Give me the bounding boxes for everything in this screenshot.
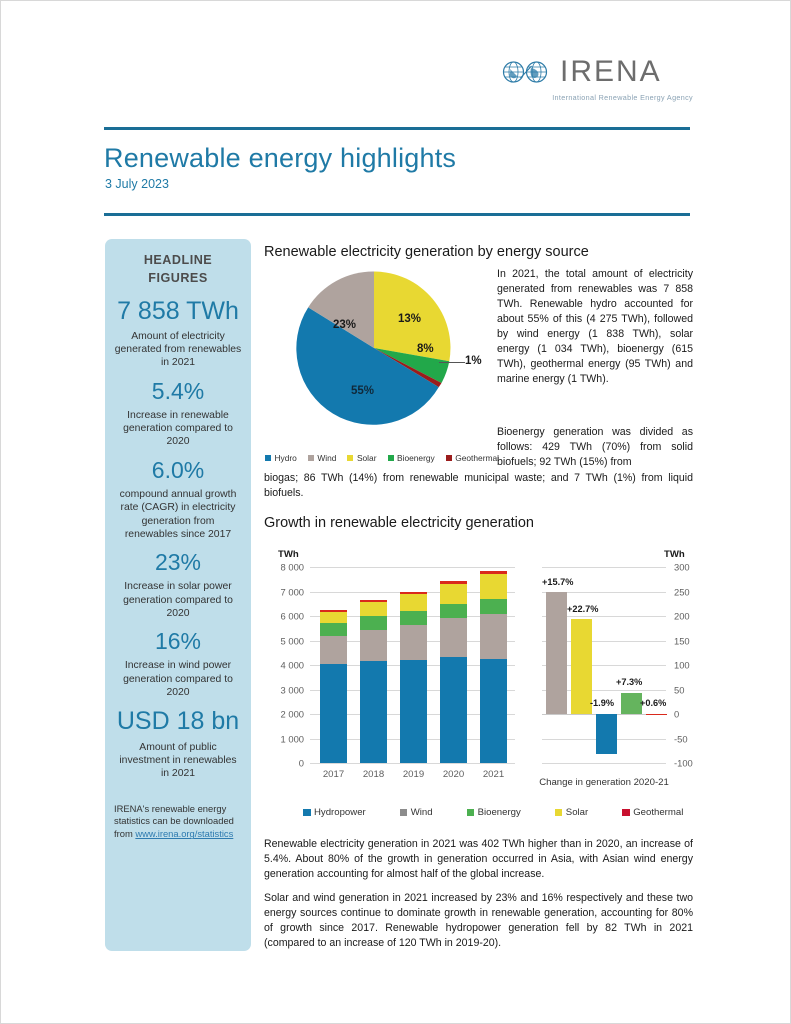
legend-label: Wind (410, 807, 433, 818)
table-row (320, 610, 347, 780)
ytick-right: 250 (674, 586, 690, 597)
ytick-left: 0 (298, 757, 304, 769)
ytick-left: 4 000 (280, 659, 304, 671)
segment-bioenergy (320, 623, 347, 636)
legend-swatch-geothermal (446, 455, 452, 461)
change-bar-hydropower (596, 714, 617, 754)
legend-item-wind (308, 453, 337, 463)
headline-figure (114, 708, 242, 780)
legend-item-wind (400, 807, 433, 818)
irena-logo (498, 55, 693, 111)
segment-hydropower (400, 660, 427, 763)
segment-hydropower (480, 659, 507, 763)
legend-item-solar (347, 453, 376, 463)
legend-swatch-bioenergy (467, 809, 475, 817)
headline-figure (114, 550, 242, 620)
segment-bioenergy (480, 599, 507, 614)
segment-geothermal (360, 600, 387, 602)
statistics-note (114, 803, 242, 842)
segment-wind (320, 636, 347, 664)
logo-wordmark: IRENA (560, 55, 662, 88)
legend-item-geothermal (622, 807, 683, 818)
legend-swatch-hydropower (303, 809, 311, 817)
change-label-geothermal: +0.6% (640, 698, 667, 708)
xtick-label: 2019 (402, 769, 425, 780)
pie-label-geothermal: 1% (465, 355, 482, 367)
segment-bioenergy (360, 616, 387, 629)
legend-item-geothermal (446, 453, 499, 463)
bar-chart-legend (303, 807, 683, 818)
pie-chart (289, 263, 482, 435)
intro-paragraph: In 2021, the total amount of electricity generated from renewables was 7 858 TWh. Renewable hydro accounted for about 55% of this (4 275 TWh), followed by wind energy (1 838 TWh), solar energy (1 034 TWh), bioenergy (615 TWh), geothermal energy (95 TWh) and marine energy (1 TWh). (497, 268, 693, 386)
change-label-solar: +22.7% (567, 604, 599, 614)
page-date: 3 July 2023 (105, 177, 169, 191)
ytick-right: -50 (674, 733, 688, 744)
ytick-left: 5 000 (280, 635, 304, 646)
table-row (400, 592, 427, 780)
segment-solar (360, 602, 387, 616)
figure-value: 6.0% (151, 456, 205, 483)
ytick-left: 2 000 (280, 708, 304, 720)
ytick-right: 100 (674, 659, 690, 671)
segment-geothermal (480, 571, 507, 573)
page-title: Renewable energy highlights (104, 143, 457, 173)
segment-solar (320, 612, 347, 623)
segment-hydropower (360, 661, 387, 763)
pie-label-wind: 23% (333, 319, 357, 331)
figure-value: 23% (154, 549, 202, 576)
change-label-wind: +15.7% (542, 577, 574, 587)
legend-swatch-hydro (265, 455, 271, 461)
pie-label-bioenergy: 8% (417, 343, 434, 355)
legend-label: Hydropower (314, 807, 366, 818)
xtick-label: 2020 (442, 769, 465, 780)
segment-hydropower (320, 664, 347, 763)
legend-label: Bioenergy (397, 453, 435, 463)
change-label-hydropower: -1.9% (590, 698, 615, 708)
growth-charts (264, 549, 694, 799)
figure-caption: Increase in renewable generation compared to 2020 (123, 409, 233, 448)
figure-value: 7 858 TWh (117, 296, 239, 325)
ytick-right: 0 (674, 708, 680, 720)
ytick-right: -100 (674, 757, 693, 769)
pie-legend (265, 453, 499, 463)
figure-caption: Increase in solar power generation compared to 2020 (123, 581, 233, 619)
right-axis-unit: TWh (664, 549, 685, 560)
legend-label: Solar (565, 807, 589, 818)
growth-paragraph-2: Solar and wind generation in 2021 increased by 23% and 16% respectively and these two energy sources continue to dominate growth in renewable generation, accounting for 80% of growth since 2017. Renewable hydropower generation fell by 82 TWh in 2021 (compared to an increase of 120 TWh in 2019-20). (264, 892, 693, 950)
table-row (440, 581, 467, 780)
legend-item-hydropower (303, 807, 366, 818)
segment-wind (400, 625, 427, 660)
legend-swatch-solar (347, 455, 353, 461)
xtick-label: 2021 (482, 769, 505, 780)
ytick-left: 8 000 (280, 561, 304, 573)
pie-label-hydro: 55% (351, 385, 375, 397)
change-label-bioenergy: +7.3% (616, 677, 643, 687)
xtick-label: 2017 (322, 769, 345, 780)
headline-figures-panel (105, 239, 251, 951)
table-row (360, 600, 387, 780)
segment-bioenergy (400, 611, 427, 625)
legend-label: Geothermal (455, 453, 499, 463)
ytick-left: 1 000 (280, 733, 304, 744)
figure-value: 5.4% (151, 377, 205, 404)
headline-figure (114, 458, 242, 541)
headline-figure (114, 298, 242, 370)
figure-value: USD 18 bn (116, 707, 240, 736)
segment-wind (440, 618, 467, 657)
figure-caption: Increase in wind power generation compared to 2020 (123, 660, 233, 698)
table-row (480, 571, 507, 780)
growth-paragraph-1: Renewable electricity generation in 2021 was 402 TWh higher than in 2020, an increase of 5.4%. About 80% of the growth in generation occurred in Asia, with Asian wind energy generation accounting for almost half of the global increase. (264, 838, 693, 881)
globe-icon (498, 55, 554, 89)
change-bar-solar (571, 619, 592, 714)
xtick-label: 2018 (362, 769, 385, 780)
change-bar-geothermal (646, 714, 667, 715)
segment-wind (480, 614, 507, 659)
bioenergy-paragraph-continued: biogas; 86 TWh (14%) from renewable municipal waste; and 7 TWh (1%) from liquid biofuels. (264, 472, 693, 500)
header-divider-top (104, 127, 690, 130)
logo-tagline: International Renewable Energy Agency (552, 93, 693, 102)
legend-swatch-solar (555, 809, 563, 817)
bioenergy-paragraph: Bioenergy generation was divided as follows: 429 TWh (70%) from solid biofuels; 92 TWh (15%) from (497, 426, 693, 469)
legend-item-bioenergy (467, 807, 521, 818)
segment-geothermal (320, 610, 347, 612)
figure-caption: Amount of public investment in renewables in 2021 (119, 741, 237, 780)
change-chart-caption: Change in generation 2020-21 (539, 777, 669, 788)
legend-item-solar (555, 807, 588, 818)
change-bar-wind (546, 592, 567, 714)
ytick-right: 300 (674, 561, 690, 573)
legend-swatch-geothermal (622, 809, 630, 817)
figure-caption: Amount of electricity generated from renewables in 2021 (114, 330, 242, 369)
pie-label-solar: 13% (398, 313, 422, 325)
legend-item-hydro (265, 453, 297, 463)
legend-swatch-wind (400, 809, 408, 817)
header-divider-bottom (104, 213, 690, 216)
statistics-link[interactable]: www.irena.org/statistics (135, 828, 234, 840)
sidebar-heading: HEADLINE FIGURES (143, 253, 213, 286)
legend-label: Hydro (274, 453, 297, 463)
segment-geothermal (400, 592, 427, 594)
headline-figure (114, 379, 242, 449)
ytick-left: 7 000 (280, 586, 304, 597)
segment-wind (360, 630, 387, 662)
legend-label: Bioenergy (477, 807, 521, 818)
change-bar-bioenergy (621, 693, 642, 714)
segment-solar (480, 574, 507, 599)
bar-section-title: Growth in renewable electricity generation (264, 515, 534, 531)
legend-label: Wind (317, 453, 337, 463)
ytick-right: 50 (674, 684, 685, 695)
pie-leader-line (439, 362, 465, 363)
legend-label: Geothermal (633, 807, 684, 818)
ytick-right: 200 (674, 610, 690, 622)
pie-section-title: Renewable electricity generation by energy source (264, 244, 589, 260)
legend-label: Solar (356, 453, 377, 463)
legend-swatch-wind (308, 455, 314, 461)
segment-hydropower (440, 657, 467, 763)
segment-solar (400, 594, 427, 611)
ytick-left: 3 000 (280, 684, 304, 695)
stacked-bar-plot (280, 561, 515, 780)
segment-geothermal (440, 581, 467, 583)
figure-caption: compound annual growth rate (CAGR) in electricity generation from renewables since 2017 (119, 488, 237, 540)
ytick-right: 150 (674, 635, 690, 646)
segment-bioenergy (440, 604, 467, 618)
ytick-left: 6 000 (280, 610, 304, 622)
change-bar-plot (542, 561, 693, 769)
headline-figure (114, 629, 242, 699)
figure-value: 16% (154, 628, 202, 655)
left-axis-unit: TWh (278, 549, 299, 560)
legend-swatch-bioenergy (388, 455, 394, 461)
segment-solar (440, 584, 467, 605)
legend-item-bioenergy (388, 453, 435, 463)
statistics-note-text: IRENA's renewable energy statistics can be downloaded from (114, 802, 234, 840)
